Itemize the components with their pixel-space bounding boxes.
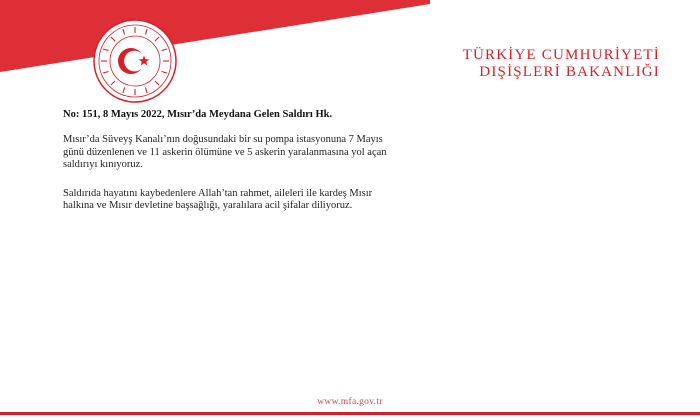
paragraph-line: saldırıyı kınıyoruz. [63,159,143,170]
ministry-name-line2: DIŞİŞLERİ BAKANLIĞI [479,64,660,80]
paragraph-line: halkına ve Mısır devletine başsağlığı, yaralılara acil şifalar diliyoruz. [63,200,353,211]
statement-body [63,109,623,229]
footer-red-rule [0,412,700,415]
paragraph-line: Saldırıda hayatını kaybedenlere Allah’tan rahmet, aileleri ile kardeş Mısır [63,187,373,199]
footer-website-link[interactable]: www.mfa.gov.tr [317,397,383,407]
statement-title: No: 151, 8 Mayıs 2022, Mısır’da Meydana Gelen Saldırı Hk. [63,109,333,120]
statement-paragraph [63,188,623,213]
ministry-name [463,47,660,81]
paragraph-line: Mısır’da Süveyş Kanalı’nın doğusundaki bir su pompa istasyonuna 7 Mayıs [63,134,383,145]
paragraph-line: günü düzenlenen ve 11 askerin ölümüne ve 5 askerin yaralanmasına yol açan [63,146,387,158]
ministry-name-line1: TÜRKİYE CUMHURİYETİ [462,47,660,63]
ministry-seal-icon [92,18,178,104]
statement-paragraph [63,134,623,172]
